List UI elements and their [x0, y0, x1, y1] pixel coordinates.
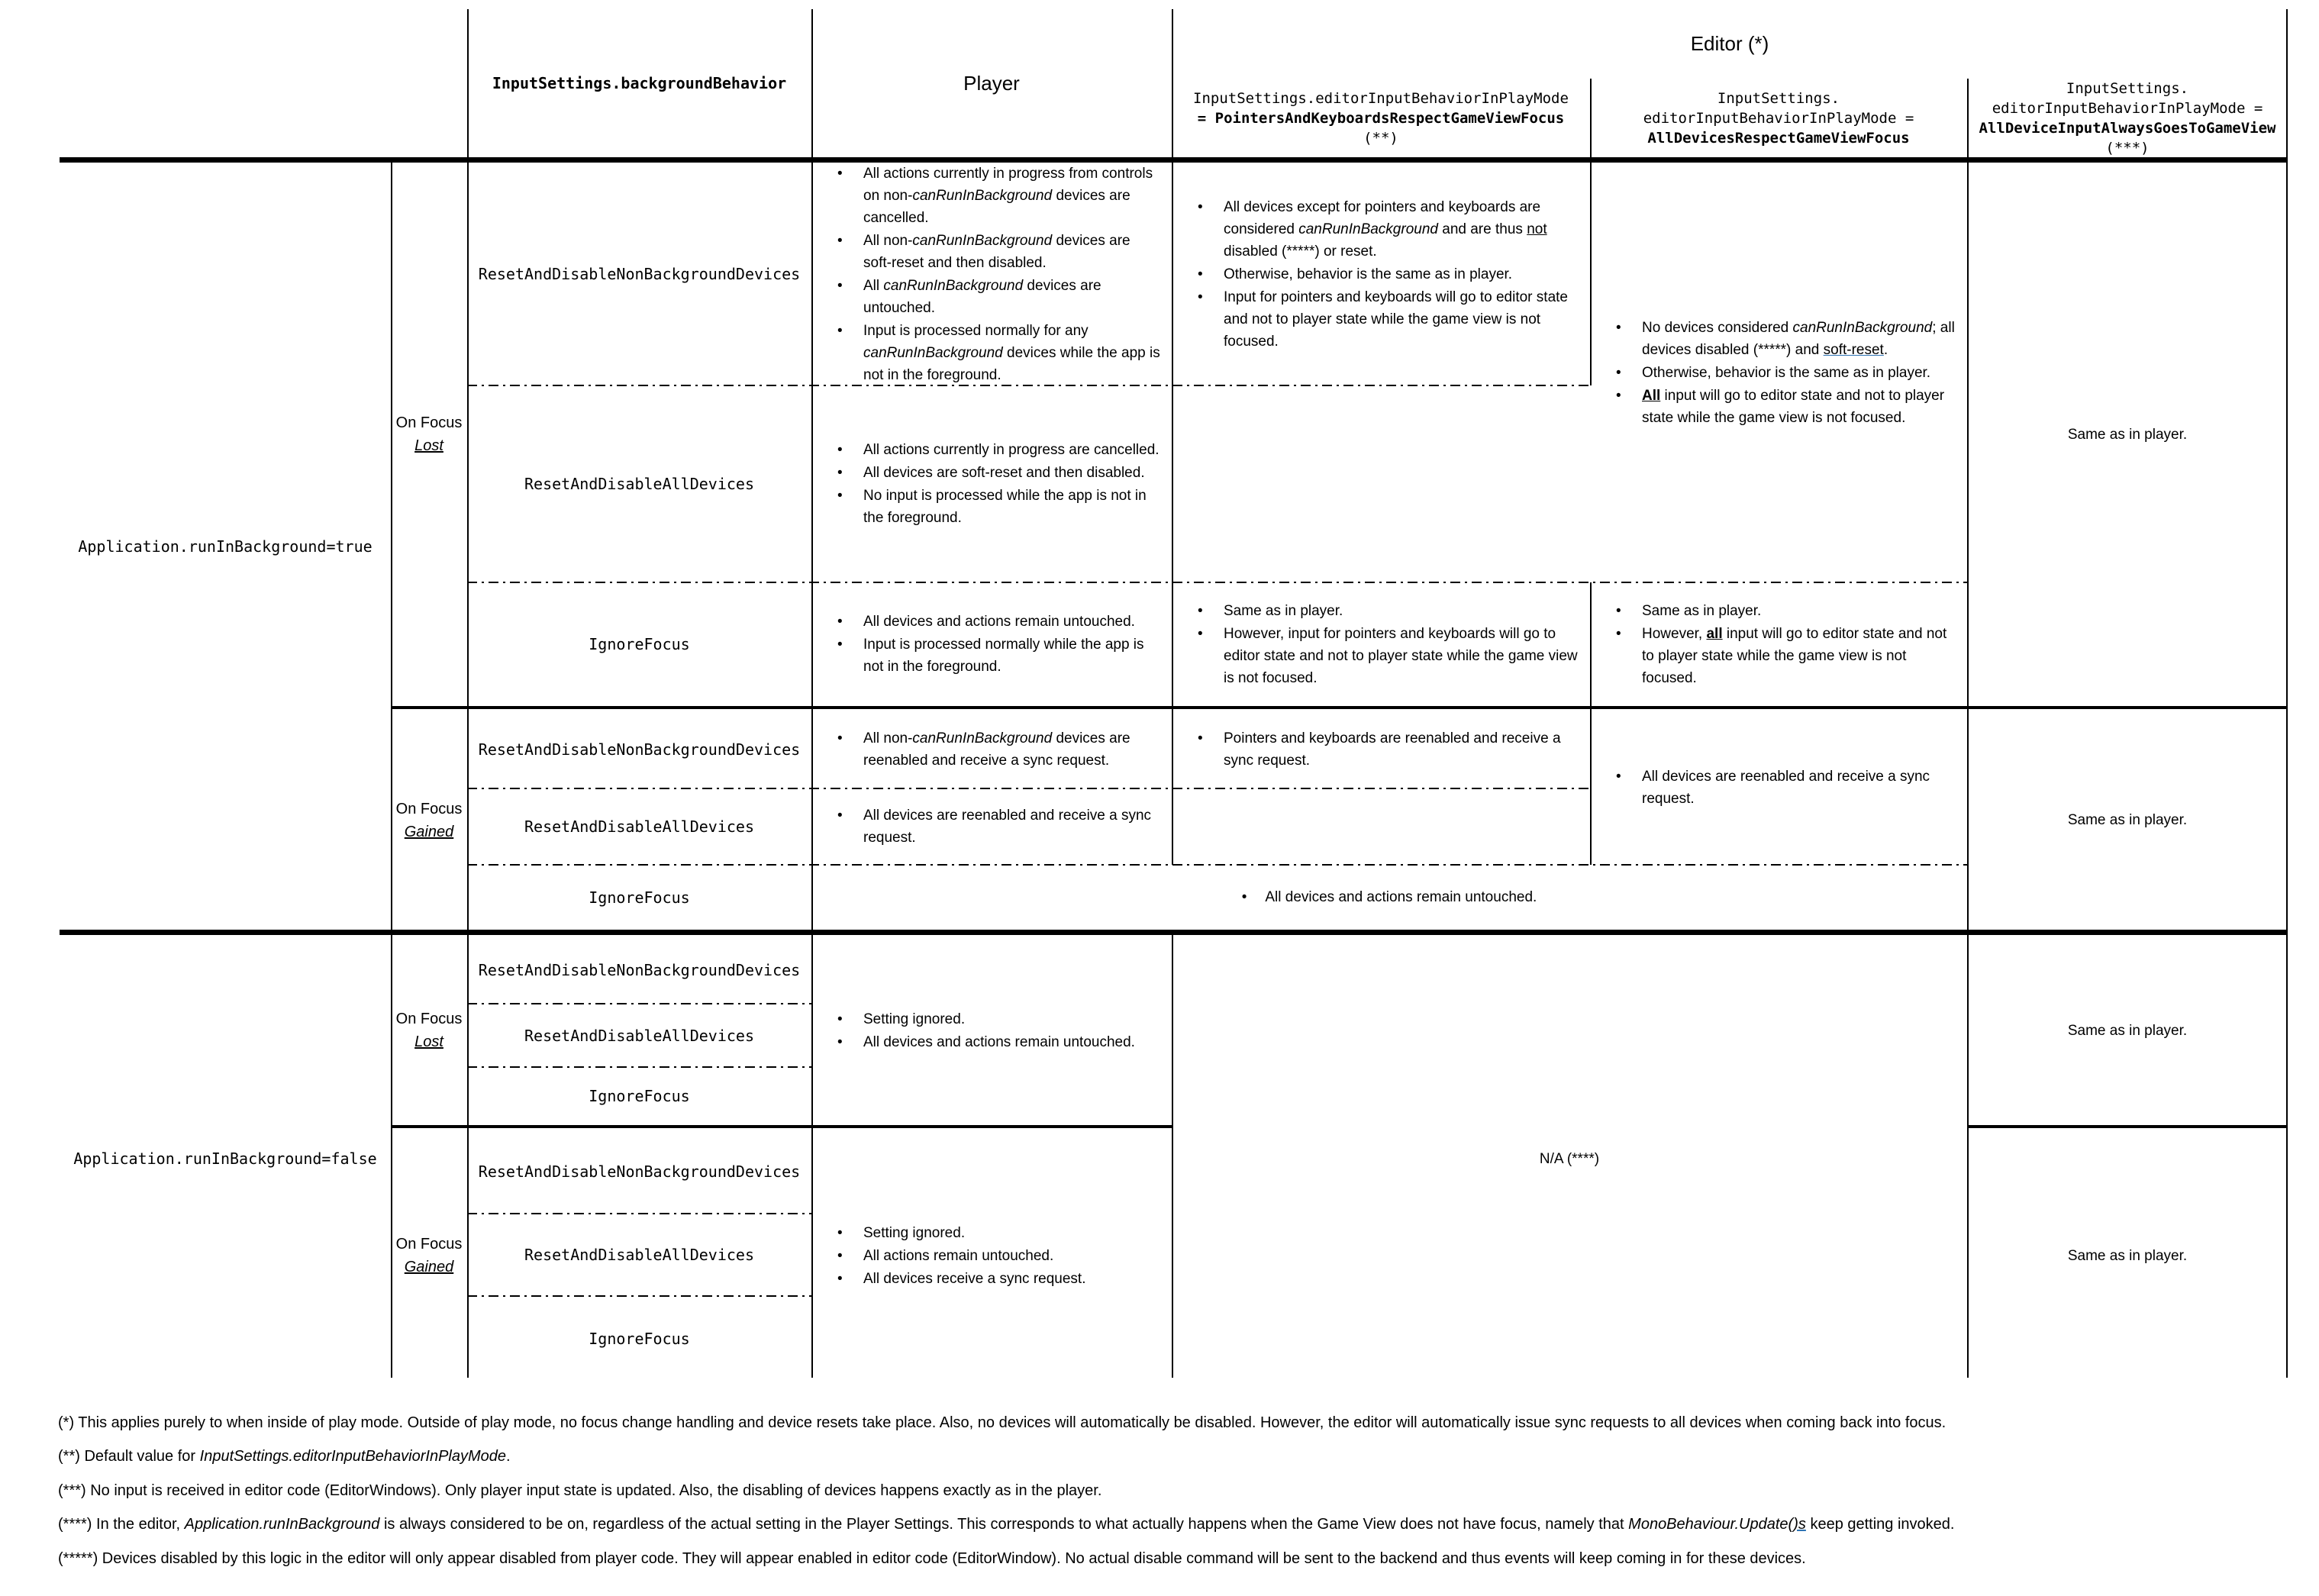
- grid-hline-dashdot: [467, 1213, 811, 1214]
- text-segment: canRunInBackground: [863, 344, 1003, 361]
- bullet-list: [811, 1008, 1172, 1054]
- text-segment: All non-: [863, 730, 913, 746]
- text-segment: .: [506, 1448, 511, 1465]
- behavior-label: IgnoreFocus: [589, 1330, 690, 1348]
- text-segment: canRunInBackground: [912, 232, 1053, 249]
- text-segment: devices are soft-reset and then disabled.: [863, 232, 1130, 271]
- behavior-cell-true-gained-reset-all: [467, 788, 811, 865]
- player-cell-false-lost-merged: [811, 936, 1172, 1125]
- bullet-item: [1224, 600, 1579, 622]
- text-segment: canRunInBackground: [1298, 221, 1438, 237]
- bullet-list: [1172, 195, 1590, 353]
- footnote-3: [58, 1482, 1101, 1500]
- bullet-list: [811, 1221, 1172, 1291]
- editor-always-cell-false-gained: [1967, 1130, 2288, 1382]
- bullet-item: [1224, 196, 1579, 263]
- bullet-list: [1590, 316, 1967, 430]
- bullet-item: [863, 485, 1161, 529]
- focus-label-false-gained: [391, 1130, 467, 1382]
- editor-always-cell-false-lost: [1967, 936, 2288, 1125]
- bullet-item: [1642, 600, 1956, 622]
- text-segment: However,: [1642, 625, 1707, 642]
- text-segment: InputSettings.: [2066, 79, 2189, 97]
- bullet-item: [863, 320, 1161, 386]
- bullet-item: [1642, 385, 1956, 429]
- player-cell-true-lost-reset-non-bg: [811, 163, 1172, 385]
- focus-label-true-lost: [391, 163, 467, 706]
- text-line: [1643, 108, 1914, 128]
- text-segment: devices are untouched.: [863, 277, 1101, 316]
- text-segment: = PointersAndKeyboardsRespectGameViewFocus: [1197, 109, 1565, 127]
- text-segment: canRunInBackground: [912, 730, 1053, 746]
- grid-vline: [811, 9, 813, 1378]
- text-segment: (***) No input is received in editor code (EditorWindows). Only player input state is updated. Also, the disabling of devices happens exactly as in the player.: [58, 1482, 1102, 1499]
- editor-always-cell-true-gained: [1967, 711, 2288, 930]
- same-as-player-text: Same as in player.: [2067, 1022, 2188, 1039]
- text-segment: AllDeviceInputAlwaysGoesToGameView: [1979, 119, 2276, 137]
- grid-hline-dashdot: [467, 1003, 811, 1004]
- header-background-behavior: InputSettings.backgroundBehavior: [492, 74, 787, 92]
- text-segment: InputSettings.editorInputBehaviorInPlayMode: [1193, 89, 1569, 107]
- text-segment: On Focus: [395, 800, 463, 817]
- player-cell-true-gained-reset-non-bg: [811, 711, 1172, 788]
- header-cell-editor-group: [1172, 9, 2288, 79]
- grid-hline-thick: [60, 157, 2288, 163]
- bullet-item: [1642, 623, 1956, 689]
- grid-hline-dashdot: [467, 385, 1590, 386]
- text-segment: Lost: [414, 1033, 443, 1050]
- text-segment: .: [1883, 341, 1888, 358]
- text-segment: Same as in player.: [1224, 602, 1343, 619]
- behavior-label: ResetAndDisableAllDevices: [524, 817, 755, 836]
- bullet-item: [863, 439, 1161, 461]
- grid-vline: [1590, 79, 1592, 385]
- text-segment: Setting ignored.: [863, 1011, 966, 1027]
- text-segment: InputSettings.: [1717, 89, 1840, 107]
- run-in-background-true-label: Application.runInBackground=true: [78, 537, 373, 556]
- text-line: [1198, 108, 1564, 128]
- bullet-item: [1642, 317, 1956, 361]
- text-segment: devices are cancelled.: [863, 187, 1130, 226]
- text-segment: (**): [1363, 129, 1398, 147]
- player-cell-true-lost-reset-all: [811, 385, 1172, 582]
- bullet-item: [863, 634, 1161, 678]
- text-segment: (***): [2105, 139, 2150, 156]
- bullet-list: [811, 804, 1172, 850]
- grid-hline-medium: [391, 706, 2288, 709]
- bullet-item: [1224, 623, 1579, 689]
- text-segment: all: [1706, 625, 1723, 642]
- text-line: [405, 1256, 454, 1278]
- na-text: N/A (****): [1539, 1150, 1600, 1167]
- text-segment: MonoBehaviour.Update(: [1628, 1516, 1794, 1533]
- footnote-5: [58, 1549, 1806, 1568]
- bullet-list: [811, 438, 1172, 530]
- text-segment: Gained: [404, 1259, 454, 1275]
- run-in-background-false-label: Application.runInBackground=false: [73, 1149, 377, 1168]
- grid-hline-thick: [60, 930, 2288, 935]
- player-cell-false-gained-merged: [811, 1130, 1172, 1382]
- text-segment: On Focus: [395, 1011, 463, 1027]
- bullet-list: [811, 727, 1172, 772]
- text-line: [414, 434, 443, 457]
- text-line: [1193, 89, 1569, 108]
- header-cell-editor-alldevices: [1590, 79, 1967, 157]
- link-text[interactable]: )s: [1793, 1516, 1806, 1533]
- header-cell-editor-always: [1967, 79, 2288, 157]
- text-line: [1992, 98, 2263, 118]
- text-segment: Pointers and keyboards are reenabled and receive a sync request.: [1224, 730, 1561, 769]
- text-segment: Otherwise, behavior is the same as in player.: [1224, 266, 1513, 282]
- bullet-item: [863, 611, 1161, 633]
- bullet-item: [1642, 766, 1956, 810]
- focus-label-false-lost: [391, 936, 467, 1125]
- editor-pointers-cell-true-lost-reset-non-bg: [1172, 163, 1590, 385]
- editor-alldevices-cell-true-lost-ignore: [1590, 582, 1967, 706]
- text-line: [414, 1030, 443, 1053]
- header-cell-editor-pointers: [1172, 79, 1590, 157]
- text-segment: and are thus: [1437, 221, 1527, 237]
- behavior-cell-false-gained-reset-all: [467, 1214, 811, 1296]
- text-line: [396, 1008, 463, 1030]
- focus-label-true-gained: [391, 711, 467, 930]
- text-segment: All actions currently in progress are cancelled.: [863, 442, 1160, 458]
- text-segment: All devices are soft-reset and then disabled.: [863, 465, 1145, 481]
- link-text[interactable]: soft-reset: [1823, 341, 1884, 358]
- bullet-item: [1224, 263, 1579, 285]
- editor-alldevices-cell-true-gained-merged: [1590, 711, 1967, 865]
- text-segment: is always considered to be on, regardless of the actual setting in the Player Settings. This corresponds to what actually happens when the Game View does not have focus, namely that: [379, 1516, 1629, 1533]
- footnote-2: [58, 1447, 511, 1465]
- same-as-player-text: Same as in player.: [2067, 1247, 2188, 1264]
- text-segment: (*) This applies purely to when inside of play mode. Outside of play mode, no focus change handling and device resets take place. Also, no devices will automatically be disabled. However, the editor will automatically issue sync requests to all devices when coming back into focus.: [58, 1414, 1946, 1431]
- text-line: [1363, 128, 1398, 148]
- text-segment: However, input for pointers and keyboards will go to editor state and not to player state while the game view is not focused.: [1224, 625, 1578, 686]
- bullet-item: [863, 1268, 1161, 1290]
- text-segment: not: [1527, 221, 1547, 237]
- text-segment: input will go to editor state and not to player state while the game view is not focused.: [1642, 625, 1947, 686]
- behavior-label: IgnoreFocus: [589, 888, 690, 907]
- grid-vline: [467, 9, 469, 1378]
- bullet-list: [1590, 765, 1967, 811]
- text-segment: All actions remain untouched.: [863, 1247, 1054, 1264]
- bullet-list: [811, 610, 1172, 679]
- text-segment: canRunInBackground: [883, 277, 1024, 294]
- behavior-label: ResetAndDisableNonBackgroundDevices: [478, 960, 801, 979]
- text-segment: All: [1642, 387, 1661, 404]
- text-segment: (****) In the editor,: [58, 1516, 185, 1533]
- behavior-cell-true-lost-ignore: [467, 582, 811, 706]
- same-as-player-text: Same as in player.: [2067, 426, 2188, 443]
- grid-vline: [1967, 79, 1969, 1378]
- bullet-item: [863, 163, 1161, 229]
- footnote-4: [58, 1515, 1954, 1533]
- text-segment: keep getting invoked.: [1805, 1516, 1955, 1533]
- text-segment: On Focus: [395, 1236, 463, 1253]
- text-segment: All devices are reenabled and receive a sync request.: [863, 808, 1152, 846]
- grid-hline-medium: [391, 1125, 1172, 1128]
- bullet-item: [863, 1008, 1161, 1030]
- text-segment: On Focus: [395, 414, 463, 431]
- text-segment: Lost: [414, 437, 443, 454]
- behavior-cell-false-gained-reset-non-bg: [467, 1130, 811, 1214]
- text-line: [2066, 79, 2188, 98]
- text-line: [2105, 138, 2149, 158]
- behavior-cell-false-lost-reset-all: [467, 1004, 811, 1067]
- text-segment: canRunInBackground: [1792, 319, 1933, 336]
- bullet-item: [863, 275, 1161, 319]
- behavior-label: IgnoreFocus: [589, 1087, 690, 1105]
- behavior-cell-false-gained-ignore: [467, 1296, 811, 1382]
- text-segment: All devices receive a sync request.: [863, 1270, 1086, 1287]
- editor-pointers-cell-true-lost-ignore: [1172, 582, 1590, 706]
- text-line: [396, 798, 463, 821]
- grid-hline-dashdot: [467, 864, 1967, 866]
- row-label-run-in-background-true: [60, 163, 391, 930]
- bullet-item: [863, 727, 1161, 772]
- bullet-item: [818, 886, 1961, 908]
- behavior-cell-false-lost-reset-non-bg: [467, 936, 811, 1004]
- text-segment: All actions currently in progress from controls on non-: [863, 165, 1153, 204]
- text-segment: All devices are reenabled and receive a sync request.: [1642, 769, 1930, 807]
- text-segment: All devices and actions remain untouched.: [863, 1033, 1135, 1050]
- text-segment: Input for pointers and keyboards will go to editor state and not to player state while the game view is not focused.: [1224, 289, 1568, 350]
- behavior-label: ResetAndDisableAllDevices: [524, 1026, 755, 1045]
- behavior-cell-false-lost-ignore: [467, 1067, 811, 1125]
- bullet-item: [1224, 286, 1579, 353]
- bullet-item: [1224, 727, 1579, 772]
- player-cell-true-gained-reset-all: [811, 788, 1172, 865]
- behavior-label: ResetAndDisableNonBackgroundDevices: [478, 1162, 801, 1181]
- behavior-cell-true-lost-reset-all: [467, 385, 811, 582]
- text-line: [396, 1233, 463, 1256]
- header-cell-player: [811, 9, 1172, 157]
- text-segment: All: [863, 277, 884, 294]
- text-segment: Gained: [404, 823, 454, 840]
- text-segment: Input is processed normally for any: [863, 322, 1089, 339]
- text-segment: Setting ignored.: [863, 1224, 966, 1241]
- behavior-cell-true-gained-ignore: [467, 865, 811, 930]
- text-segment: input will go to editor state and not to player state while the game view is not focused.: [1642, 387, 1945, 426]
- text-segment: devices are reenabled and receive a sync request.: [863, 730, 1130, 769]
- bullet-item: [863, 1245, 1161, 1267]
- merged-cell-true-gained-ignore: [811, 865, 1967, 930]
- bullet-item: [863, 230, 1161, 274]
- text-segment: editorInputBehaviorInPlayMode =: [1992, 99, 2263, 117]
- text-line: [1979, 118, 2276, 138]
- text-segment: canRunInBackground: [912, 187, 1053, 204]
- grid-vline: [2286, 9, 2288, 1378]
- text-segment: All devices except for pointers and keyboards are considered: [1224, 198, 1541, 237]
- bullet-list: [1590, 599, 1967, 690]
- text-segment: disabled (*****) or reset.: [1224, 243, 1377, 260]
- header-editor-group: Editor (*): [1690, 32, 1769, 55]
- text-line: [1647, 128, 1909, 148]
- text-segment: No devices considered: [1642, 319, 1793, 336]
- grid-hline-medium: [1967, 1125, 2288, 1128]
- grid-hline-dashdot: [467, 788, 1590, 789]
- bullet-item: [863, 804, 1161, 849]
- text-segment: InputSettings.editorInputBehaviorInPlayMode: [199, 1448, 507, 1465]
- text-line: [396, 411, 463, 434]
- text-segment: AllDevicesRespectGameViewFocus: [1647, 129, 1910, 147]
- text-segment: No input is processed while the app is not in the foreground.: [863, 488, 1147, 526]
- text-segment: (*****) Devices disabled by this logic in the editor will only appear disabled from player code. They will appear enabled in editor code (EditorWindow). No actual disable command will be sent to the backend and thus events will keep coming in for these devices.: [58, 1550, 1806, 1567]
- behavior-label: ResetAndDisableNonBackgroundDevices: [478, 265, 801, 283]
- grid-vline: [1172, 9, 1173, 865]
- text-segment: All devices and actions remain untouched.: [1265, 889, 1537, 905]
- behavior-label: ResetAndDisableAllDevices: [524, 475, 755, 493]
- text-segment: All devices and actions remain untouched.: [863, 614, 1135, 630]
- bullet-list: [811, 885, 1967, 909]
- na-cell-false-editor: [1172, 936, 1967, 1382]
- text-segment: Application.runInBackground: [184, 1516, 380, 1533]
- text-segment: All non-: [863, 232, 913, 249]
- text-segment: devices while the app is not in the foreground.: [863, 344, 1160, 383]
- text-segment: (**) Default value for: [58, 1448, 200, 1465]
- behavior-cell-true-lost-reset-non-bg: [467, 163, 811, 385]
- grid-hline-dashdot: [467, 1295, 811, 1297]
- bullet-item: [1642, 362, 1956, 384]
- footnote-1: [58, 1414, 1946, 1432]
- text-segment: Input is processed normally while the app is not in the foreground.: [863, 637, 1144, 675]
- behavior-label: ResetAndDisableAllDevices: [524, 1246, 755, 1264]
- text-line: [405, 821, 454, 843]
- grid-vline: [1172, 930, 1173, 1378]
- grid-vline: [391, 157, 392, 1378]
- bullet-list: [1172, 599, 1590, 690]
- header-player: Player: [963, 71, 1020, 95]
- text-segment: ; all devices disabled (*****) and: [1642, 319, 1955, 358]
- text-segment: Otherwise, behavior is the same as in player.: [1642, 364, 1931, 381]
- header-cell-background-behavior: [467, 9, 811, 157]
- bullet-list: [1172, 727, 1590, 772]
- bullet-item: [863, 1222, 1161, 1244]
- editor-pointers-cell-true-gained-reset-non-bg: [1172, 711, 1590, 788]
- bullet-item: [863, 462, 1161, 484]
- text-segment: editorInputBehaviorInPlayMode =: [1643, 109, 1914, 127]
- same-as-player-text: Same as in player.: [2067, 812, 2188, 828]
- grid-hline-dashdot: [467, 1066, 811, 1068]
- row-label-run-in-background-false: [60, 936, 391, 1382]
- text-line: [1717, 89, 1840, 108]
- bullet-list: [811, 162, 1172, 387]
- grid-vline: [1590, 582, 1592, 865]
- grid-hline-dashdot: [467, 582, 1967, 583]
- behavior-cell-true-gained-reset-non-bg: [467, 711, 811, 788]
- text-segment: Same as in player.: [1642, 602, 1762, 619]
- editor-alldevices-cell-true-lost-merged: [1590, 163, 1967, 582]
- editor-always-cell-true-lost: [1967, 163, 2288, 706]
- behavior-label: IgnoreFocus: [589, 635, 690, 653]
- player-cell-true-lost-ignore: [811, 582, 1172, 706]
- bullet-item: [863, 1031, 1161, 1053]
- behavior-label: ResetAndDisableNonBackgroundDevices: [478, 740, 801, 759]
